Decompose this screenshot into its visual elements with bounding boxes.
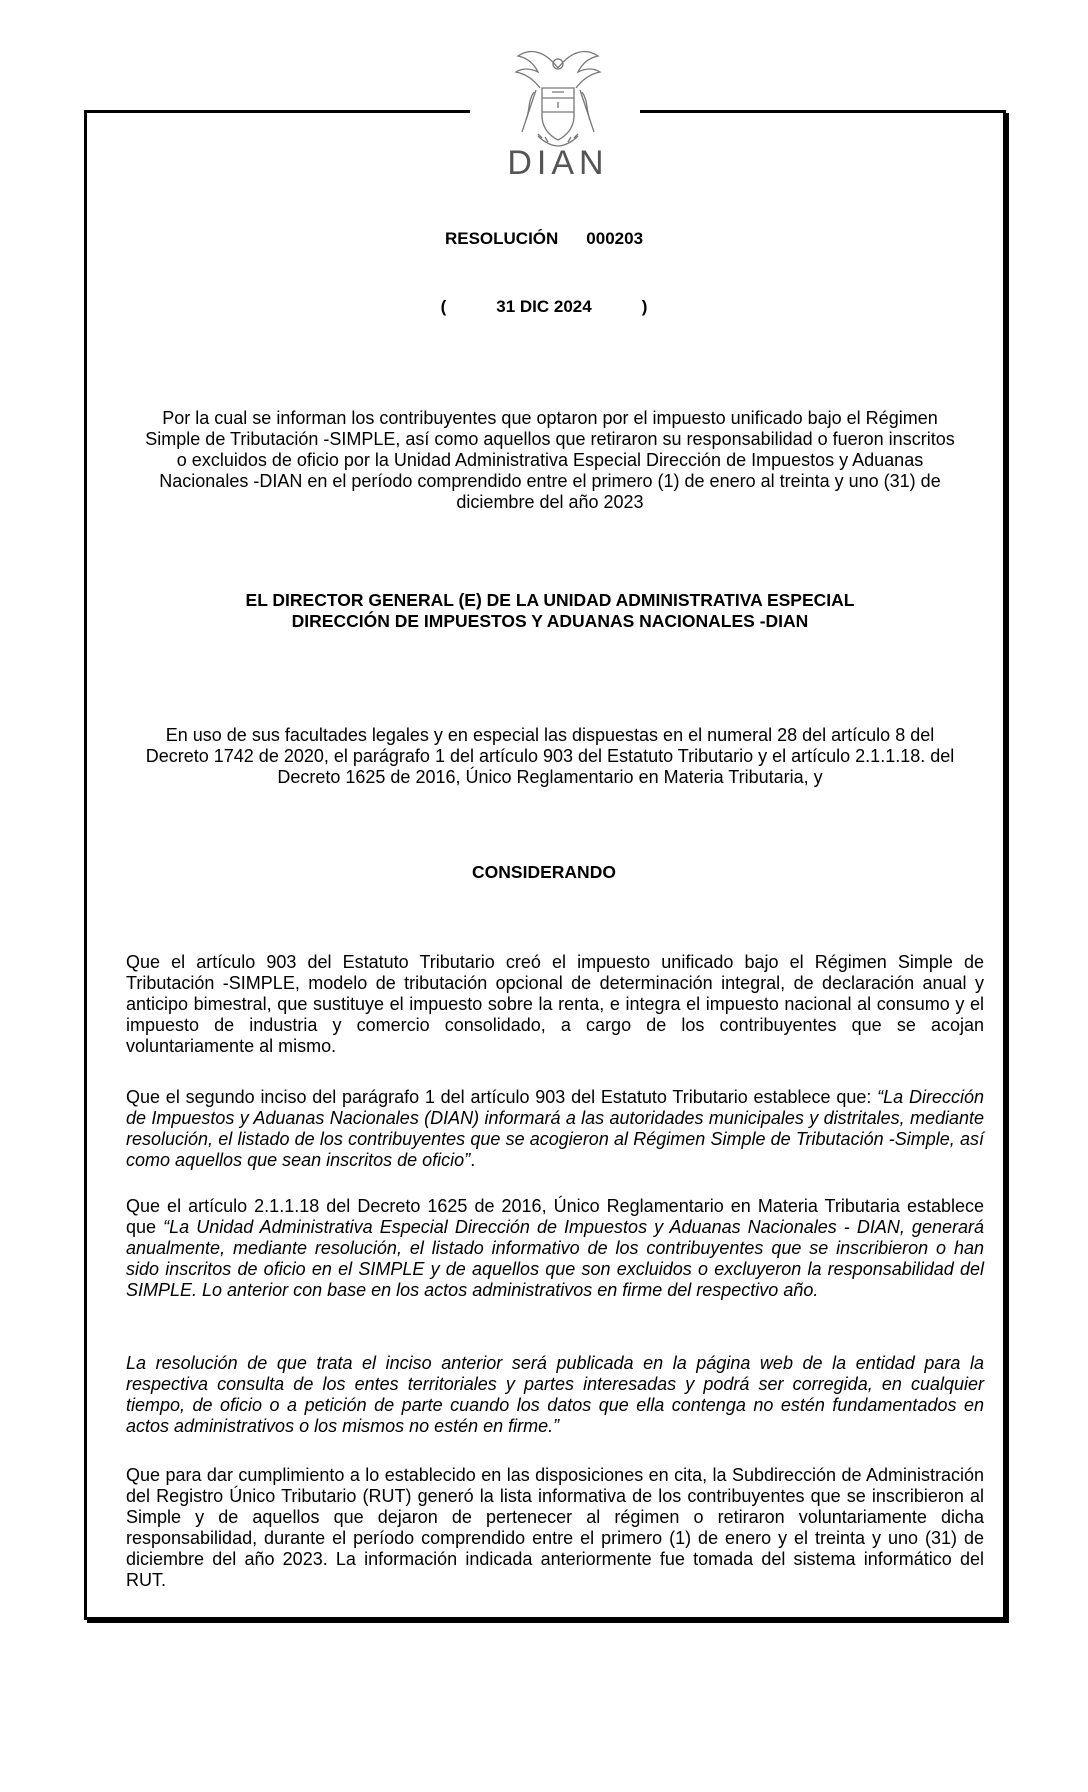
logo-text: DIAN xyxy=(507,144,609,180)
paragraph-5: Que para dar cumplimiento a lo establecido en las disposiciones en cita, la Subdirección de Administración del Registro Único Tributario (RUT) generó la lista informativa de los contribuyentes que se inscribieron al Simple y de aquellos que dejaron de pertenecer al régimen o retiraron voluntariamente dicha responsabilidad, durante el período comprendido entre el primero (1) de enero y el treinta y uno (31) de diciembre del año 2023. La información indicada anteriormente fue tomada del sistema informático del RUT. xyxy=(126,1465,984,1590)
dian-logo xyxy=(478,40,638,180)
paragraph-2 xyxy=(126,1087,984,1171)
paragraph-4: La resolución de que trata el inciso anterior será publicada en la página web de la entidad para la respectiva consulta de los entes territoriales y partes interesadas y podrá ser corregida, en cualquier tiempo, de oficio o a petición de parte cuando los datos que ella contenga no estén fundamentados en actos administrativos o los mismos no estén en firme.” xyxy=(126,1353,984,1436)
coat-of-arms-icon xyxy=(478,40,638,180)
paragraph-2-intro: Que el segundo inciso del parágrafo 1 del artículo 903 del Estatuto Tributario establece que: xyxy=(126,1087,878,1107)
paragraph-3 xyxy=(126,1196,984,1301)
resolution-label: RESOLUCIÓN xyxy=(444,229,559,248)
resolution-number: 000203 xyxy=(586,229,644,248)
paragraph-1: Que el artículo 903 del Estatuto Tributario creó el impuesto unificado bajo el Régimen Simple de Tributación -SIMPLE, modelo de tributación opcional de determinación integral, de declaración anual y anticipo bimestral, que sustituye el impuesto sobre la renta, e integra el impuesto nacional al consumo y el impuesto de industria y comercio consolidado, a cargo de los contribuyentes que se acojan voluntariamente al mismo. xyxy=(126,952,984,1056)
considerando-heading: CONSIDERANDO xyxy=(472,862,616,882)
date-open-paren: ( xyxy=(440,297,447,316)
resolution-heading xyxy=(0,229,1088,249)
paragraph-2-end: . xyxy=(470,1150,476,1170)
resolution-summary: Por la cual se informan los contribuyentes que optaron por el impuesto unificado bajo el Régimen Simple de Tributación -SIMPLE, así como aquellos que retiraron su responsabilidad o fueron inscritos o excluidos de oficio por la Unidad Administrativa Especial Dirección de Impuestos y Aduanas Nacionales -DIAN en el período comprendido entre el primero (1) de enero al treinta y uno (31) de diciembre del año 2023 xyxy=(145,408,955,512)
paragraph-3-quote: “La Unidad Administrativa Especial Dirección de Impuestos y Aduanas Nacionales - DIAN, generará anualmente, mediante resolución, el listado informativo de los contribuyentes que se inscribieron o han sido inscritos de oficio en el SIMPLE y de aquellos que son excluidos o excluyeron la responsabilidad del SIMPLE. Lo anterior con base en los actos administrativos en firme del respectivo año. xyxy=(126,1217,984,1300)
director-heading xyxy=(140,590,960,632)
paragraph-2-quote: “La Dirección de Impuestos y Aduanas Nacionales (DIAN) informará a las autoridades municipales y distritales, mediante resolución, el listado de los contribuyentes que se acogieron al Régimen Simple de Tributación -Simple, así como aquellos que sean inscritos de oficio” xyxy=(126,1087,984,1170)
paragraph-3-intro: Que el artículo 2.1.1.18 del Decreto 1625 de 2016, Único Reglamentario en Materia Tributaria establece que xyxy=(126,1196,984,1237)
director-line-2: DIRECCIÓN DE IMPUESTOS Y ADUANAS NACIONALES -DIAN xyxy=(291,611,809,631)
resolution-date-line xyxy=(0,297,1088,317)
legal-basis-paragraph: En uso de sus facultades legales y en especial las dispuestas en el numeral 28 del artículo 8 del Decreto 1742 de 2020, el parágrafo 1 del artículo 903 del Estatuto Tributario y el artículo 2.1.1.18. del Decreto 1625 de 2016, Único Reglamentario en Materia Tributaria, y xyxy=(145,725,955,787)
director-line-1: EL DIRECTOR GENERAL (E) DE LA UNIDAD ADMINISTRATIVA ESPECIAL xyxy=(245,590,855,610)
date-close-paren: ) xyxy=(641,297,648,316)
resolution-date: 31 DIC 2024 xyxy=(496,297,592,316)
